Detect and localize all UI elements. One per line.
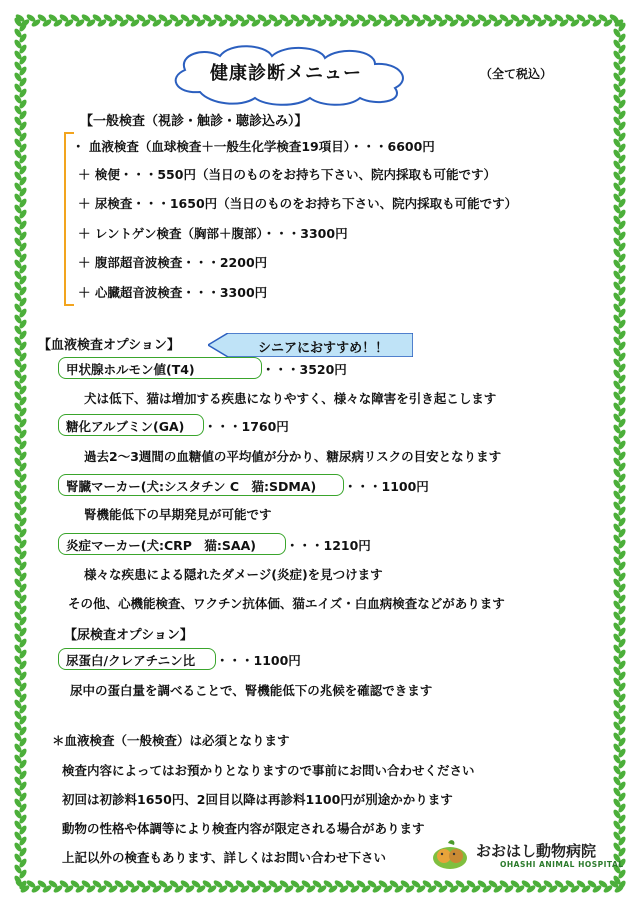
list-item: ＋ 腹部超音波検査・・・2200円 — [78, 255, 268, 270]
option-name: 腎臓マーカー(犬:シスタチン C 猫:SDMA) — [66, 479, 317, 494]
note-line: 動物の性格や体調等により検査内容が限定される場合があります — [62, 821, 425, 836]
note-line: 上記以外の検査もあります、詳しくはお問い合わせ下さい — [62, 850, 387, 865]
senior-banner-text: シニアにおすすめ！！ — [258, 341, 389, 356]
option-price: ・・・1210円 — [286, 538, 371, 553]
option-name: 炎症マーカー(犬:CRP 猫:SAA) — [66, 538, 256, 553]
note-line: 初回は初診料1650円、2回目以降は再診料1100円が別途かかります — [62, 792, 453, 807]
option-price: ・・・1100円 — [344, 479, 429, 494]
option-price: ・・・1100円 — [216, 653, 301, 668]
option-desc: 様々な疾患による隠れたダメージ(炎症)を見つけます — [84, 567, 383, 582]
option-desc: 尿中の蛋白量を調べることで、腎機能低下の兆候を確認できます — [70, 683, 433, 698]
option-desc: 犬は低下、猫は増加する疾患になりやすく、様々な障害を引き起こします — [84, 391, 497, 406]
list-item: ＋ 尿検査・・・1650円（当日のものをお持ち下さい、院内採取も可能です） — [78, 196, 518, 211]
option-name: 甲状腺ホルモン値(T4) — [66, 362, 195, 377]
option-name: 尿蛋白/クレアチニン比 — [66, 653, 196, 668]
option-price: ・・・3520円 — [262, 362, 347, 377]
option-desc: 腎機能低下の早期発見が可能です — [84, 507, 272, 522]
list-item: ＋ 心臓超音波検査・・・3300円 — [78, 285, 268, 300]
hospital-name: おおはし動物病院 — [476, 842, 597, 860]
option-price: ・・・1760円 — [204, 419, 289, 434]
tax-note: （全て税込） — [480, 67, 553, 81]
list-item: ＋ 検便・・・550円（当日のものをお持ち下さい、院内採取も可能です） — [78, 167, 496, 182]
note-line: 検査内容によってはお預かりとなりますので事前にお問い合わせください — [62, 763, 475, 778]
option-name: 糖化アルブミン(GA) — [66, 419, 185, 434]
blood-options-heading: 【血液検査オプション】 — [38, 338, 180, 353]
general-heading: 【一般検査（視診・触診・聴診込み）】 — [80, 114, 308, 129]
hospital-name-en: OHASHI ANIMAL HOSPITAL — [500, 860, 624, 869]
page-title: 健康診断メニュー — [210, 63, 362, 84]
hospital-logo-icon — [430, 838, 470, 870]
urine-options-heading: 【尿検査オプション】 — [64, 628, 193, 643]
option-desc: 過去2～3週間の血糖値の平均値が分かり、糖尿病リスクの目安となります — [84, 449, 502, 464]
other-tests-note: その他、心機能検査、ワクチン抗体価、猫エイズ・白血病検査などがあります — [68, 596, 505, 611]
list-item: ＋ レントゲン検査（胸部＋腹部）・・・3300円 — [78, 226, 348, 241]
blood-test-line: ・ 血液検査（血球検査＋一般生化学検査19項目）・・・6600円 — [72, 139, 435, 154]
required-note: ＊血液検査（一般検査）は必須となります — [52, 733, 290, 748]
general-bracket — [64, 132, 74, 306]
